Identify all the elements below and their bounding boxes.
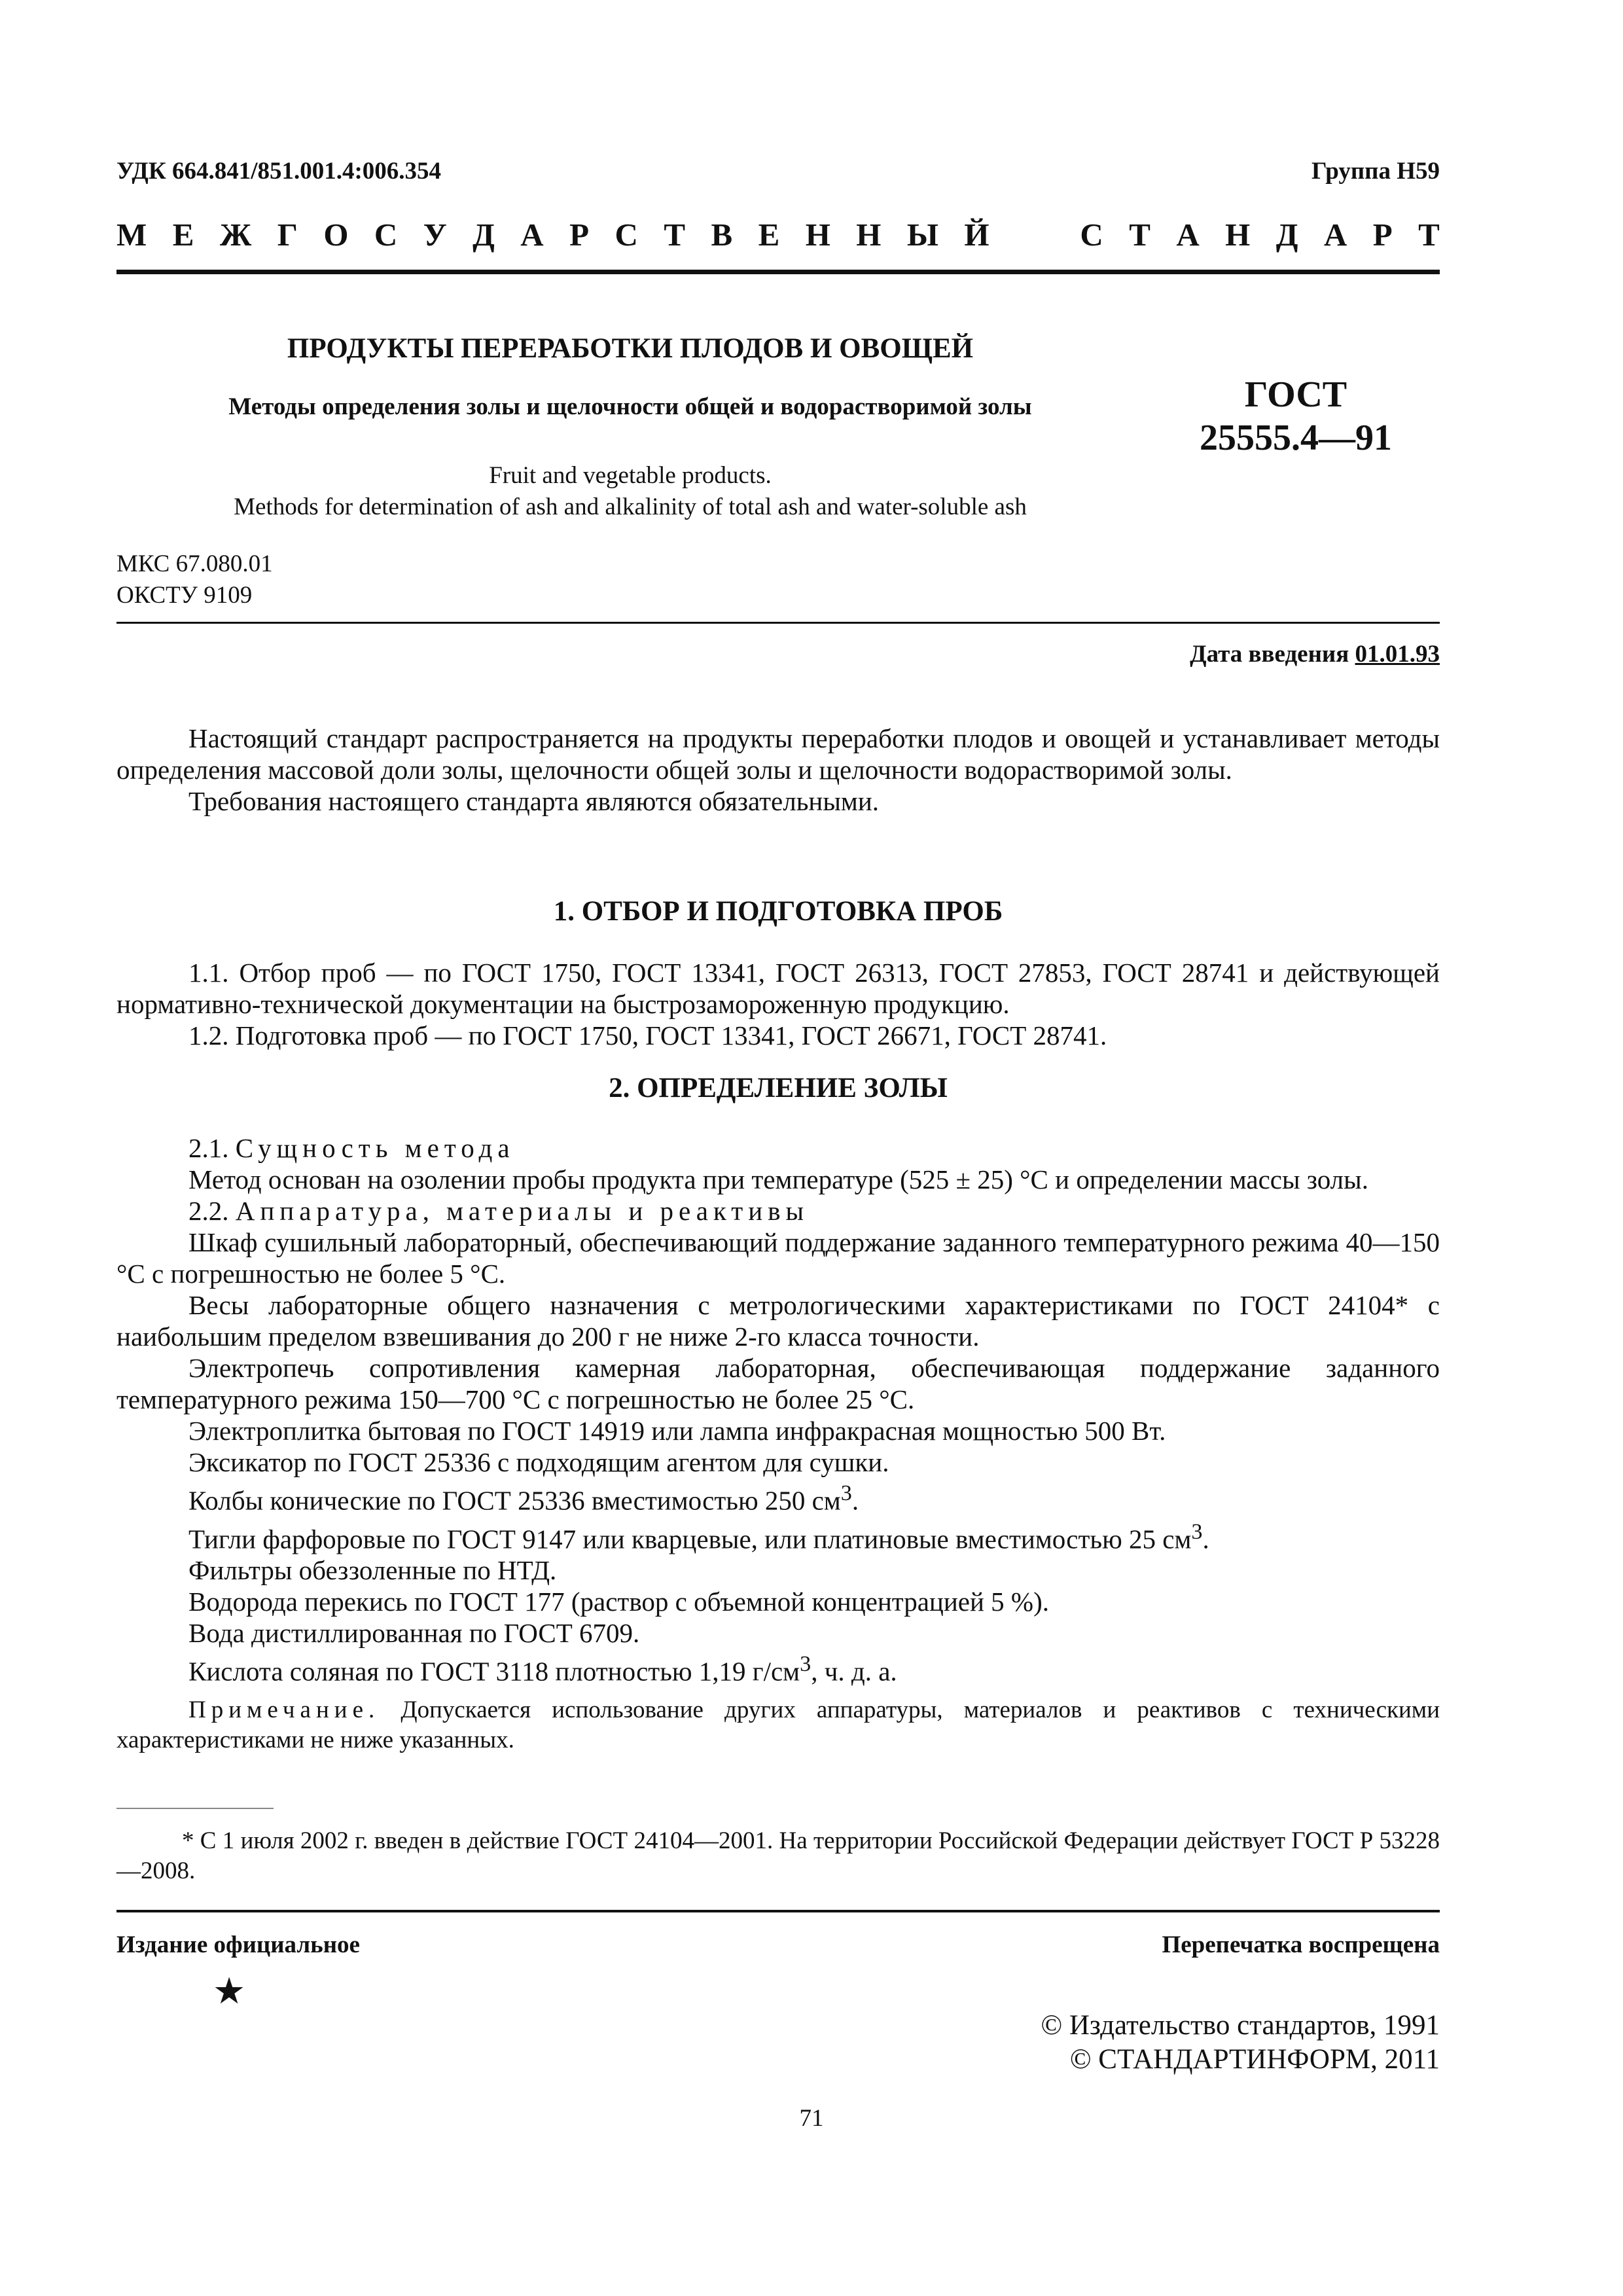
document-subtitle: Методы определения золы и щелочности общей и водорастворимой золы — [228, 393, 1032, 420]
note — [116, 1695, 1440, 1755]
acid-text-end: , ч. д. а. — [811, 1656, 897, 1687]
page-number: 71 — [799, 2105, 824, 2132]
section-1-title: 1. ОТБОР И ПОДГОТОВКА ПРОБ — [553, 896, 1003, 927]
note-text: Допускается использование других аппаратуры, материалов и реактивов с техническими характеристиками не ниже указанных. — [116, 1696, 1440, 1753]
acid-text: Кислота соляная по ГОСТ 3118 плотностью 1,19 г/см — [188, 1656, 800, 1687]
equipment-item: Фильтры обеззоленные по НТД. — [188, 1555, 557, 1586]
heading-letter: Р — [1372, 217, 1393, 253]
footnote-separator — [116, 1808, 274, 1809]
footer-rule — [116, 1910, 1440, 1912]
heading-letter: Р — [569, 217, 590, 253]
clause-1-2: 1.2. Подготовка проб — по ГОСТ 1750, ГОСТ 13341, ГОСТ 26671, ГОСТ 28741. — [188, 1020, 1107, 1050]
star-icon: ★ — [213, 1971, 246, 2012]
heading-letter: Ы — [906, 217, 938, 253]
official-edition: Издание официальное — [116, 1931, 360, 1958]
footnote — [116, 1826, 1440, 1886]
clause-2-2-heading — [116, 1195, 1440, 1227]
heading-letter: Й — [964, 217, 990, 253]
heading-letter: А — [1323, 217, 1347, 253]
clause-title: Сущность метода — [235, 1133, 515, 1163]
equipment-item: Вода дистиллированная по ГОСТ 6709. — [188, 1618, 640, 1649]
intro-date-value: 01.01.93 — [1355, 641, 1440, 668]
copyright-1: © Издательство стандартов, 1991 — [1041, 2010, 1440, 2041]
equipment-item: Водорода перекись по ГОСТ 177 (раствор с объемной концентрацией 5 %). — [188, 1587, 1049, 1617]
heading-letter: Д — [1275, 217, 1298, 253]
section-2-title: 2. ОПРЕДЕЛЕНИЕ ЗОЛЫ — [609, 1073, 948, 1103]
section-2-body — [116, 1132, 1440, 1755]
copyright-2: © СТАНДАРТИНФОРМ, 2011 — [1069, 2044, 1440, 2075]
introduction-date — [1190, 640, 1440, 668]
equipment-item: Шкаф сушильный лабораторный, обеспечивающий поддержание заданного температурного режима 40—150 °С с погрешностью не более 5 °С. — [116, 1227, 1440, 1289]
clause-number: 2.2. — [188, 1196, 229, 1226]
heading-letter: Т — [664, 217, 685, 253]
clause-title: Аппаратура, материалы и реактивы — [235, 1196, 810, 1226]
heading-letter: Е — [172, 217, 194, 253]
heading-letter: Н — [1225, 217, 1251, 253]
heading-letter: У — [423, 217, 447, 253]
intro-paragraph: Настоящий стандарт распространяется на продукты переработки плодов и овощей и устанавливает методы определения массовой доли золы, щелочности общей золы и щелочности водорастворимой золы. — [116, 723, 1440, 785]
heading-letter: Т — [1418, 217, 1440, 253]
heading-letter: Ж — [219, 217, 252, 253]
heading-letter: В — [711, 217, 733, 253]
heading-letter: С — [615, 217, 638, 253]
intro-date-label: Дата введения — [1190, 641, 1349, 668]
clause-number: 2.1. — [188, 1133, 229, 1163]
udk-code: УДК 664.841/851.001.4:006.354 — [116, 158, 442, 185]
document-title: ПРОДУКТЫ ПЕРЕРАБОТКИ ПЛОДОВ И ОВОЩЕЙ — [287, 333, 974, 364]
heading-letter: Н — [805, 217, 830, 253]
equipment-item: Весы лабораторные общего назначения с метрологическими характеристиками по ГОСТ 24104* с наибольшим пределом взвешивания до 200 г не ниже 2-го класса точности. — [116, 1290, 1440, 1352]
heading-letter: Е — [758, 217, 780, 253]
group-code: Группа H59 — [1311, 158, 1440, 185]
heading-letter: А — [520, 217, 544, 253]
intro-block — [116, 723, 1440, 817]
heading-letter: М — [116, 217, 147, 253]
codes-rule — [116, 622, 1440, 624]
equipment-item — [116, 1649, 1440, 1687]
note-label: Примечание. — [188, 1696, 380, 1723]
okstu-code: ОКСТУ 9109 — [116, 582, 253, 609]
heading-letter: С — [374, 217, 398, 253]
gost-number: 25555.4—91 — [1200, 418, 1392, 458]
heading-letter: Н — [856, 217, 882, 253]
gost-label: ГОСТ — [1244, 374, 1347, 415]
interstate-standard-heading — [116, 216, 1440, 253]
word-gap — [1015, 216, 1054, 253]
equipment-item — [116, 1516, 1440, 1555]
crucibles-text: Тигли фарфоровые по ГОСТ 9147 или кварцевые, или платиновые вместимостью 25 см — [188, 1524, 1192, 1554]
equipment-item — [116, 1478, 1440, 1516]
clause-1-1: 1.1. Отбор проб — по ГОСТ 1750, ГОСТ 13341, ГОСТ 26313, ГОСТ 27853, ГОСТ 28741 и действующей нормативно-технической документации на быстрозамороженную продукцию. — [116, 958, 1440, 1019]
superscript: 3 — [1191, 1519, 1203, 1544]
intro-paragraph: Требования настоящего стандарта являются обязательными. — [188, 786, 880, 816]
period: . — [1202, 1524, 1209, 1554]
english-title-line-2: Methods for determination of ash and alkalinity of total ash and water-soluble ash — [234, 493, 1027, 520]
gost-designation — [1152, 373, 1440, 459]
english-title-line-1: Fruit and vegetable products. — [489, 462, 772, 489]
heading-letter: Д — [473, 217, 495, 253]
footnote-text: * С 1 июля 2002 г. введен в действие ГОСТ 24104—2001. На территории Российской Федерации действует ГОСТ Р 53228—2008. — [116, 1827, 1440, 1884]
heading-letter: Г — [277, 217, 298, 253]
equipment-item: Эксикатор по ГОСТ 25336 с подходящим агентом для сушки. — [188, 1447, 889, 1477]
heading-letter: С — [1080, 217, 1103, 253]
heading-letter: Т — [1129, 217, 1150, 253]
clause-2-1-heading — [116, 1132, 1440, 1164]
equipment-item: Электроплитка бытовая по ГОСТ 14919 или лампа инфракрасная мощностью 500 Вт. — [188, 1416, 1166, 1446]
superscript: 3 — [800, 1652, 812, 1677]
period: . — [851, 1485, 859, 1516]
clause-2-1-text: Метод основан на озолении пробы продукта при температуре (525 ± 25) °С и определении массы золы. — [188, 1164, 1368, 1194]
reprint-prohibited: Перепечатка воспрещена — [1162, 1931, 1440, 1958]
superscript: 3 — [840, 1481, 852, 1505]
header-thick-rule — [116, 270, 1440, 274]
heading-letter: А — [1176, 217, 1200, 253]
heading-letter: О — [323, 217, 349, 253]
flasks-text: Колбы конические по ГОСТ 25336 вместимостью 250 см — [188, 1485, 841, 1516]
equipment-item: Электропечь сопротивления камерная лабораторная, обеспечивающая поддержание заданного температурного режима 150—700 °С с погрешностью не более 25 °С. — [116, 1353, 1440, 1414]
section-1-body — [116, 957, 1440, 1051]
mks-code: МКС 67.080.01 — [116, 550, 273, 577]
